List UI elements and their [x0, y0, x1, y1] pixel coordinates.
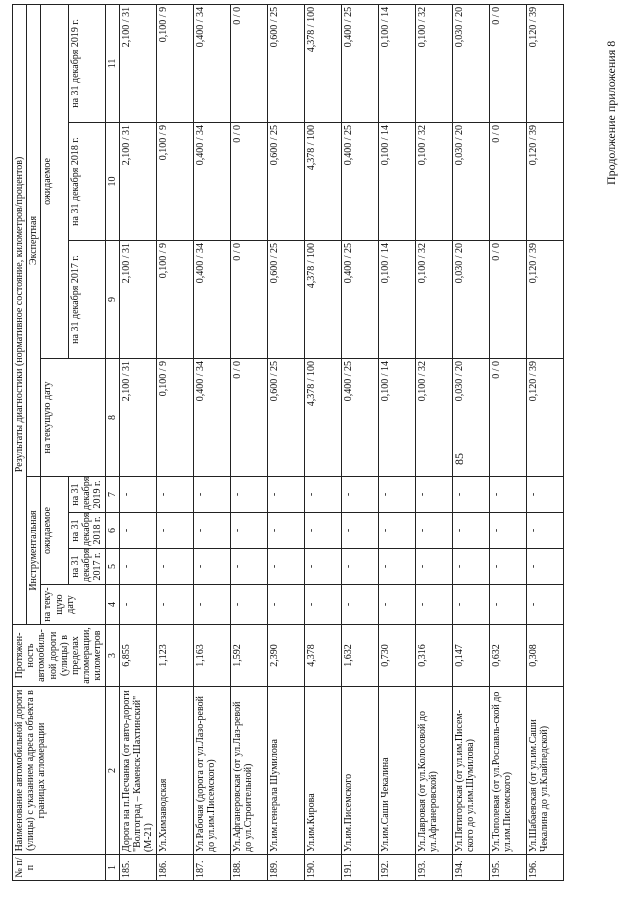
row-number: 191.	[341, 855, 378, 881]
row-number: 186.	[156, 855, 193, 881]
expert-2018: 0,120 / 39	[526, 123, 563, 241]
expert-current: 0,100 / 14	[378, 359, 415, 477]
table-row	[378, 4, 415, 880]
expert-2018: 0,030 / 20	[452, 123, 489, 241]
instr-2019: -	[304, 477, 341, 513]
header-exp-current: на текущую дату	[41, 359, 105, 477]
road-name: Ул.Тополевая (от ул.Рославль-ской до ул.им.Писемского)	[489, 687, 526, 855]
col-number: 8	[105, 359, 119, 477]
expert-current: 0 / 0	[489, 359, 526, 477]
row-number: 192.	[378, 855, 415, 881]
expert-2017: 0,100 / 32	[415, 241, 452, 359]
instr-2019: -	[526, 477, 563, 513]
instr-2017: -	[489, 549, 526, 585]
col-number: 3	[105, 625, 119, 687]
row-number: 187.	[193, 855, 230, 881]
road-name: Ул.Рабочая (дорога от ул.Лазо-ревой до ул.им.Писемского)	[193, 687, 230, 855]
instr-2017: -	[119, 549, 156, 585]
road-name: Ул.им.Писемского	[341, 687, 378, 855]
road-length: 1,123	[156, 625, 193, 687]
instr-2017: -	[341, 549, 378, 585]
expert-2017: 0,400 / 25	[341, 241, 378, 359]
expert-2019: 2,100 / 31	[119, 4, 156, 122]
instr-current: -	[119, 585, 156, 625]
row-number: 196.	[526, 855, 563, 881]
road-length: 2,390	[267, 625, 304, 687]
expert-2018: 0,100 / 9	[156, 123, 193, 241]
instr-current: -	[230, 585, 267, 625]
expert-current: 0 / 0	[230, 359, 267, 477]
instr-current: -	[415, 585, 452, 625]
instr-2017: -	[415, 549, 452, 585]
road-length: 0,308	[526, 625, 563, 687]
instr-2019: -	[119, 477, 156, 513]
instr-current: -	[452, 585, 489, 625]
continuation-note: Продолжение приложения 8	[604, 40, 618, 185]
expert-2017: 0,400 / 34	[193, 241, 230, 359]
expert-2017: 0 / 0	[230, 241, 267, 359]
road-name: Ул.Шабаевская (от ул.им.Саши Чекалина до ул.Клайпедской)	[526, 687, 563, 855]
instr-2018: -	[415, 513, 452, 549]
col-number: 5	[105, 549, 119, 585]
expert-current: 2,100 / 31	[119, 359, 156, 477]
header-instr-2018: на 31 декабря 2018 г.	[68, 513, 105, 549]
header-num: № п/п	[13, 855, 106, 881]
expert-current: 0,120 / 39	[526, 359, 563, 477]
expert-current: 0,030 / 20	[452, 359, 489, 477]
expert-2017: 0,600 / 25	[267, 241, 304, 359]
instr-current: -	[156, 585, 193, 625]
col-number: 7	[105, 477, 119, 513]
table-row	[526, 4, 563, 880]
header-length: Протяжен-ность автомобиль-ной дороги (улицы) в пределах агломерации, километров	[13, 625, 106, 687]
col-number: 6	[105, 513, 119, 549]
expert-current: 0,400 / 25	[341, 359, 378, 477]
header-instr-current: на теку-щую дату	[41, 585, 105, 625]
instr-2019: -	[452, 477, 489, 513]
instr-2018: -	[304, 513, 341, 549]
road-name: Ул.им.Кирова	[304, 687, 341, 855]
page-number: 85	[452, 453, 466, 465]
col-number: 11	[105, 4, 119, 122]
expert-2019: 0,400 / 25	[341, 4, 378, 122]
expert-2019: 4,378 / 100	[304, 4, 341, 122]
road-length: 4,378	[304, 625, 341, 687]
instr-2018: -	[489, 513, 526, 549]
expert-current: 0,400 / 34	[193, 359, 230, 477]
expert-2019: 0,120 / 39	[526, 4, 563, 122]
header-expert: Экспертная	[27, 4, 41, 476]
instr-2019: -	[415, 477, 452, 513]
expert-2017: 0,100 / 9	[156, 241, 193, 359]
table-row	[489, 4, 526, 880]
instr-2018: -	[452, 513, 489, 549]
header-exp-2018: на 31 декабря 2018 г.	[68, 123, 105, 241]
row-number: 189.	[267, 855, 304, 881]
instr-2019: -	[267, 477, 304, 513]
instr-2017: -	[378, 549, 415, 585]
expert-2019: 0,600 / 25	[267, 4, 304, 122]
expert-2018: 0 / 0	[230, 123, 267, 241]
road-name: Ул.им.генерала Шумилова	[267, 687, 304, 855]
table-row	[341, 4, 378, 880]
instr-2017: -	[526, 549, 563, 585]
header-instr-expected: ожидаемое	[41, 477, 69, 585]
instr-2017: -	[267, 549, 304, 585]
expert-2017: 0,120 / 39	[526, 241, 563, 359]
expert-2018: 4,378 / 100	[304, 123, 341, 241]
instr-2018: -	[119, 513, 156, 549]
expert-current: 0,100 / 9	[156, 359, 193, 477]
header-name: Наименование автомобильной дороги (улицы) с указанием адреса объекта в границах агломерации	[13, 687, 106, 855]
expert-2017: 2,100 / 31	[119, 241, 156, 359]
expert-2018: 0,400 / 34	[193, 123, 230, 241]
header-results: Результаты диагностики (нормативное состояние, километров/процентов)	[13, 4, 27, 624]
instr-2017: -	[230, 549, 267, 585]
expert-2017: 4,378 / 100	[304, 241, 341, 359]
instr-2018: -	[267, 513, 304, 549]
expert-2019: 0,100 / 9	[156, 4, 193, 122]
header-instrumental: Инструментальная	[27, 477, 41, 625]
table-row	[267, 4, 304, 880]
expert-2017: 0,030 / 20	[452, 241, 489, 359]
table-row	[156, 4, 193, 880]
row-number: 193.	[415, 855, 452, 881]
instr-2017: -	[156, 549, 193, 585]
road-name: Ул.Химзаводская	[156, 687, 193, 855]
instr-current: -	[378, 585, 415, 625]
road-length: 0,316	[415, 625, 452, 687]
expert-2019: 0,030 / 20	[452, 4, 489, 122]
instr-2019: -	[341, 477, 378, 513]
col-number: 1	[105, 855, 119, 881]
col-number: 9	[105, 241, 119, 359]
instr-current: -	[304, 585, 341, 625]
instr-current: -	[489, 585, 526, 625]
diagnostics-table	[12, 4, 564, 881]
instr-2018: -	[230, 513, 267, 549]
expert-2018: 0 / 0	[489, 123, 526, 241]
instr-2019: -	[378, 477, 415, 513]
expert-current: 4,378 / 100	[304, 359, 341, 477]
header-exp-2017: на 31 декабря 2017 г.	[68, 241, 105, 359]
road-name: Дорога на п.Песчанка (от авто-дороги "Волгоград – Каменск-Шахтинский"(М-21)	[119, 687, 156, 855]
instr-2019: -	[193, 477, 230, 513]
col-number: 10	[105, 123, 119, 241]
table-row	[230, 4, 267, 880]
expert-2019: 0,100 / 14	[378, 4, 415, 122]
expert-2019: 0,100 / 32	[415, 4, 452, 122]
road-length: 1,632	[341, 625, 378, 687]
table-row	[119, 4, 156, 880]
expert-2017: 0 / 0	[489, 241, 526, 359]
expert-2019: 0,400 / 34	[193, 4, 230, 122]
instr-2017: -	[452, 549, 489, 585]
header-exp-2019: на 31 декабря 2019 г.	[68, 4, 105, 122]
header-instr-2019: на 31 декабря 2019 г.	[68, 477, 105, 513]
header-exp-expected: ожидаемое	[41, 4, 69, 358]
row-number: 185.	[119, 855, 156, 881]
instr-2018: -	[341, 513, 378, 549]
road-length: 0,730	[378, 625, 415, 687]
header-instr-2017: на 31 декабря 2017 г.	[68, 549, 105, 585]
expert-2018: 0,100 / 14	[378, 123, 415, 241]
instr-2019: -	[230, 477, 267, 513]
row-number: 194.	[452, 855, 489, 881]
instr-2019: -	[156, 477, 193, 513]
instr-2017: -	[193, 549, 230, 585]
road-name: Ул.Пятигорская (от ул.им.Писем-ского до ул.им.Шумилова)	[452, 687, 489, 855]
road-length: 0,632	[489, 625, 526, 687]
expert-2018: 0,400 / 25	[341, 123, 378, 241]
instr-2018: -	[193, 513, 230, 549]
row-number: 190.	[304, 855, 341, 881]
instr-current: -	[341, 585, 378, 625]
row-number: 188.	[230, 855, 267, 881]
table-row	[304, 4, 341, 880]
row-number: 195.	[489, 855, 526, 881]
expert-2018: 0,600 / 25	[267, 123, 304, 241]
instr-2018: -	[526, 513, 563, 549]
table-row	[193, 4, 230, 880]
expert-current: 0,600 / 25	[267, 359, 304, 477]
expert-2018: 0,100 / 32	[415, 123, 452, 241]
instr-current: -	[526, 585, 563, 625]
instr-current: -	[193, 585, 230, 625]
road-name: Ул.Лавровая (от ул.Колосовой до ул.Афганеровской)	[415, 687, 452, 855]
road-length: 1,592	[230, 625, 267, 687]
instr-2018: -	[156, 513, 193, 549]
col-number: 4	[105, 585, 119, 625]
instr-current: -	[267, 585, 304, 625]
table-body	[119, 4, 563, 880]
road-length: 6,855	[119, 625, 156, 687]
road-name: Ул.Афганеровская (от ул.Лаз-ревой до ул.Строительной)	[230, 687, 267, 855]
instr-2018: -	[378, 513, 415, 549]
road-length: 1,163	[193, 625, 230, 687]
instr-2019: -	[489, 477, 526, 513]
table-header	[13, 4, 120, 880]
expert-2019: 0 / 0	[489, 4, 526, 122]
instr-2017: -	[304, 549, 341, 585]
road-length: 0,147	[452, 625, 489, 687]
expert-2018: 2,100 / 31	[119, 123, 156, 241]
expert-current: 0,100 / 32	[415, 359, 452, 477]
table-row	[452, 4, 489, 880]
col-number: 2	[105, 687, 119, 855]
table-row	[415, 4, 452, 880]
expert-2019: 0 / 0	[230, 4, 267, 122]
road-name: Ул.им.Саши Чекалина	[378, 687, 415, 855]
expert-2017: 0,100 / 14	[378, 241, 415, 359]
